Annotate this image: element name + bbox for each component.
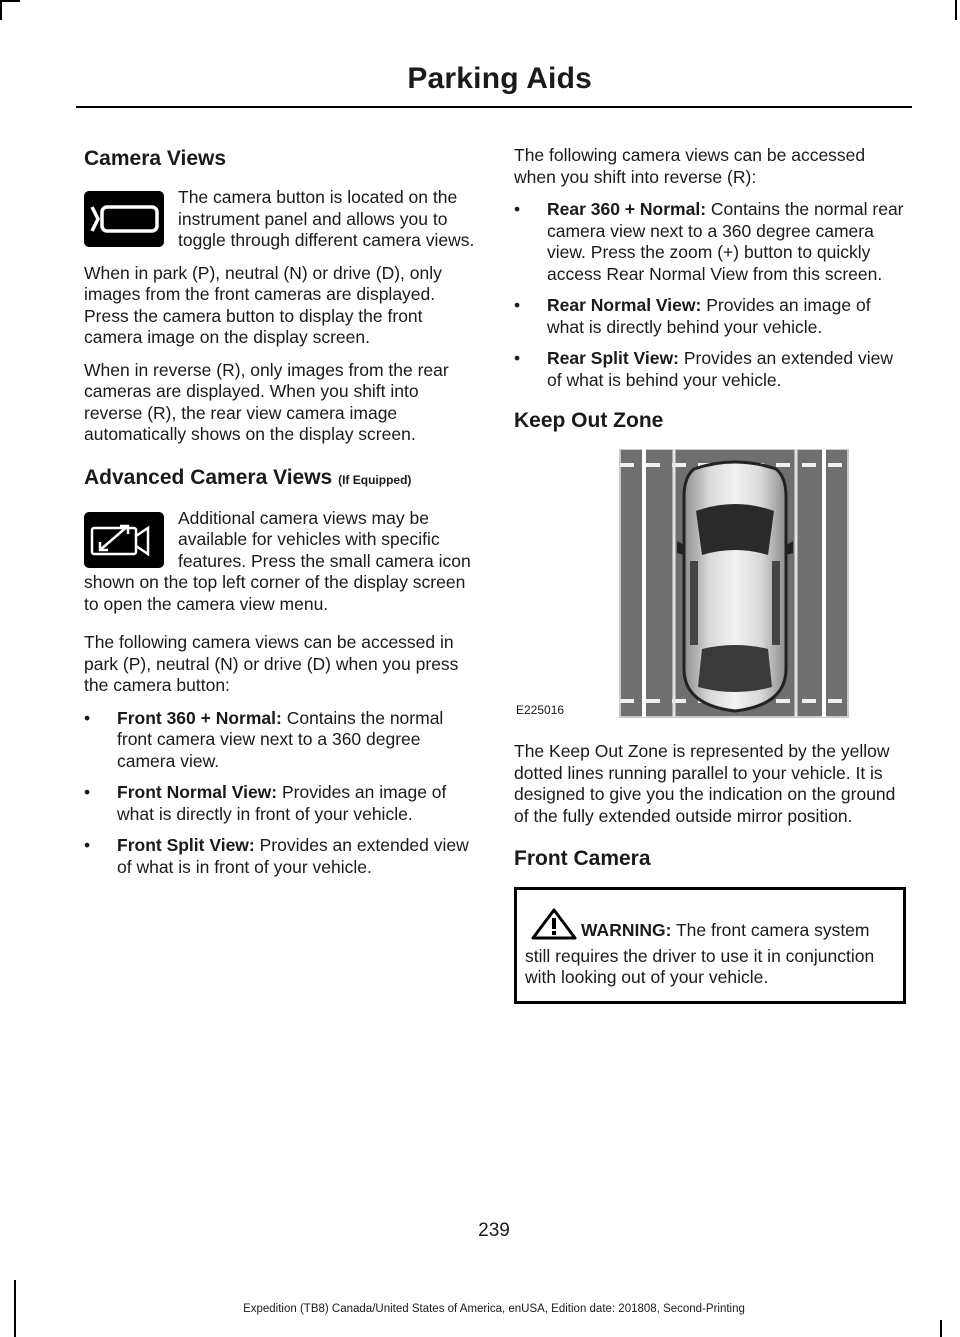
advanced-heading-text: Advanced Camera Views [84,465,333,489]
page-header-title: Parking Aids [407,62,592,95]
footer-text: Expedition (TB8) Canada/United States of America, enUSA, Edition date: 201808, Second-Printing [243,1303,745,1315]
right-column [514,145,906,1004]
crop-mark [955,0,957,20]
warning-text: WARNING: The front camera system still requires the driver to use it in conjunction with looking out of your vehicle. [525,908,893,989]
camera-views-heading: Camera Views [84,147,227,170]
advanced-heading-note: (If Equipped) [338,472,412,487]
camera-views-p2: When in reverse (R), only images from the rear cameras are displayed. When you shift into reverse (R), the rear view camera image automatically shows on the display screen. [84,359,449,444]
list-item: • Front Split View: Provides an extended view of what is in front of your vehicle. [84,835,469,877]
vehicle-top-view-illustration [514,449,906,729]
list-item: • Rear 360 + Normal: Contains the normal rear camera view next to a 360 degree camera view. Press the zoom (+) button to quickly access Rear Normal View from this screen. [514,199,904,284]
warning-box [514,887,906,1004]
list-item: • Front Normal View: Provides an image of what is directly in front of your vehicle. [84,782,447,824]
list-item: • Rear Split View: Provides an extended view of what is behind your vehicle. [514,348,893,390]
keep-out-zone-heading: Keep Out Zone [514,409,664,432]
crop-mark [0,0,20,2]
list-item: • Front 360 + Normal: Contains the normal front camera view next to a 360 degree camera view. [84,707,444,771]
keep-out-zone-text: The Keep Out Zone is represented by the yellow dotted lines running parallel to your vehicle. It is designed to give you the indication on the ground of the fully extended outside mirror position. [514,741,896,826]
camera-views-intro: The camera button is located on the instrument panel and allows you to toggle through different camera views. [178,187,475,250]
left-column [84,145,478,890]
crop-mark [0,0,2,20]
camera-views-p1: When in park (P), neutral (N) or drive (D), only images from the front cameras are displayed. Press the camera button to display the front camera image on the display screen. [84,262,442,347]
reverse-views-intro: The following camera views can be accessed when you shift into reverse (R): [514,145,866,187]
front-views-list [84,708,478,879]
camera-button-icon [84,191,164,247]
advanced-camera-views-heading [84,464,478,494]
front-camera-heading: Front Camera [514,847,651,870]
keep-out-zone-figure [514,449,906,729]
advanced-camera-icon [84,512,164,568]
advanced-p1: The following camera views can be accessed in park (P), neutral (N) or drive (D) when you press the camera button: [84,632,459,695]
page-number: 239 [478,1220,510,1241]
header-rule [76,106,912,108]
figure-id: E225016 [516,703,565,717]
rear-views-list [514,199,906,391]
crop-mark [940,1320,942,1337]
list-item: • Rear Normal View: Provides an image of what is directly behind your vehicle. [514,295,871,337]
warning-icon [531,908,577,946]
advanced-intro: Additional camera views may be available for vehicles with specific features. Press the small camera icon shown on the top left corner of the display screen to open the camera view menu. [84,507,471,614]
